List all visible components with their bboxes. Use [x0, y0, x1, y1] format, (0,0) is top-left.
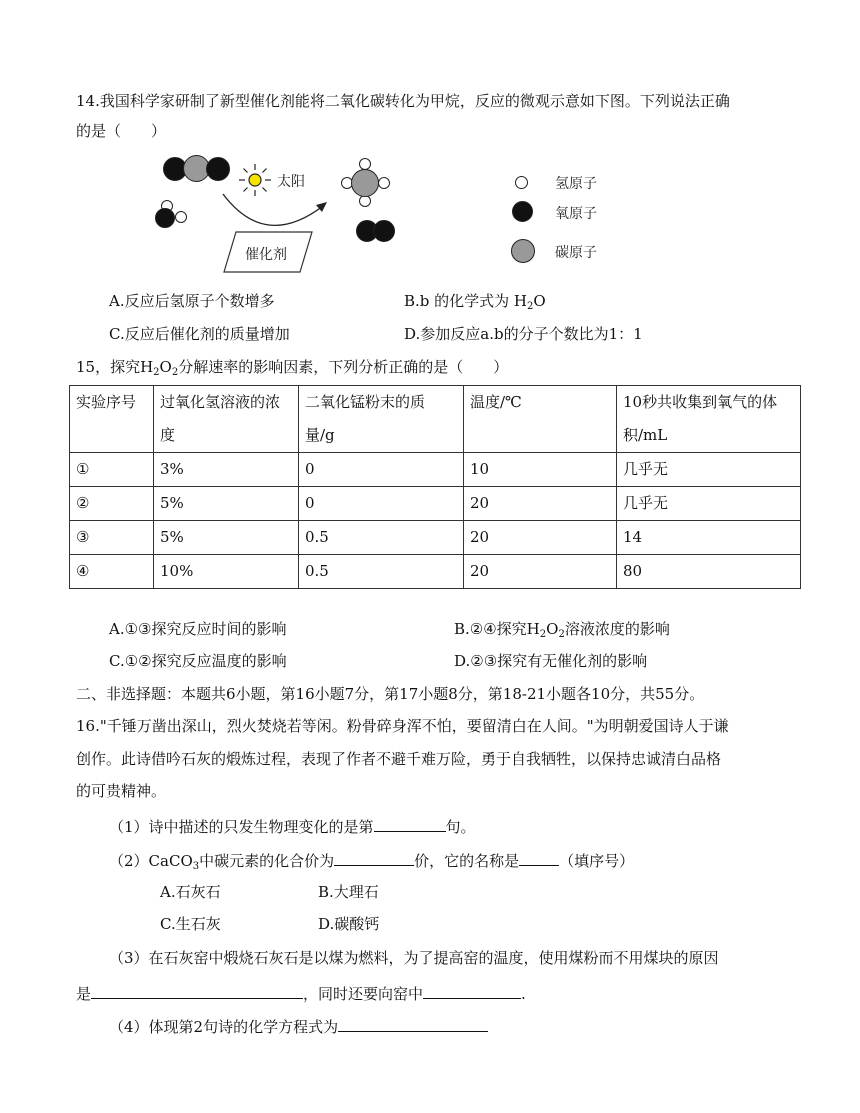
hydrogen-legend-icon [515, 176, 528, 189]
section-heading: 二、非选择题：本题共6小题，第16小题7分，第17小题8分，第18-21小题各10分，共55分。 [76, 685, 705, 703]
q15-experiment-table [69, 385, 801, 589]
q16-choice-c: C.生石灰 [160, 915, 221, 933]
table-cell: ① [70, 453, 154, 487]
q16-part1: （1）诗中描述的只发生物理变化的是第 句。 [109, 815, 476, 837]
table-cell: 几乎无 [617, 453, 801, 487]
catalyst-label: 催化剂 [245, 247, 287, 263]
legend-oxygen-label: 氧原子 [555, 206, 597, 222]
q14-option-d: D.参加反应a.b的分子个数比为1：1 [404, 325, 643, 343]
table-row [70, 555, 801, 589]
table-cell: 10% [154, 555, 299, 589]
table-cell: 0 [299, 453, 464, 487]
q14-stem-line1: 14.我国科学家研制了新型催化剂能将二氧化碳转化为甲烷，反应的微观示意如下图。下列说法正确 [76, 92, 730, 110]
table-header-row [70, 386, 801, 453]
table-cell: 10 [464, 453, 617, 487]
q16-part4: （4）体现第2句诗的化学方程式为 [109, 1015, 488, 1037]
table-header-cell: 温度/℃ [464, 386, 617, 453]
q15-option-a: A.①③探究反应时间的影响 [109, 620, 287, 638]
carbon-atom [351, 169, 379, 197]
q16-part3-line1: （3）在石灰窑中煅烧石灰石是以煤为燃料，为了提高窑的温度，使用煤粉而不用煤块的原因 [109, 949, 719, 967]
answer-blank[interactable] [423, 982, 521, 999]
table-header-cell: 10秒共收集到氧气的体 积/mL [617, 386, 801, 453]
table-header-cell: 二氧化锰粉末的质 量/g [299, 386, 464, 453]
table-header-cell: 过氧化氢溶液的浓 度 [154, 386, 299, 453]
q14-option-a: A.反应后氢原子个数增多 [109, 292, 275, 310]
table-cell: 5% [154, 487, 299, 521]
q16-part3-line2: 是 ，同时还要向窑中 . [76, 982, 526, 1004]
q14-stem-line2: 的是（ ） [76, 122, 167, 140]
q16-choice-b: B.大理石 [318, 883, 379, 901]
answer-blank[interactable] [91, 982, 303, 999]
hydrogen-atom [175, 211, 187, 223]
q16-line2: 创作。此诗借吟石灰的煅炼过程，表现了作者不避千难万险，勇于自我牺牲，以保持忠诚清白品格 [76, 750, 722, 768]
table-cell: 20 [464, 487, 617, 521]
table-cell: 20 [464, 521, 617, 555]
q16-line3: 的可贵精神。 [76, 782, 167, 800]
q15-option-c: C.①②探究反应温度的影响 [109, 652, 287, 670]
table-row [70, 487, 801, 521]
q16-part2: （2）CaCO$_3$中碳元素的化合价为 价，它的名称是 （填序号） [109, 849, 634, 871]
q16-choice-a: A.石灰石 [160, 883, 221, 901]
table-row [70, 453, 801, 487]
q14-option-b: B.b 的化学式为 $H_2O$ [404, 292, 546, 312]
table-cell: ④ [70, 555, 154, 589]
table-cell: 5% [154, 521, 299, 555]
table-cell: 20 [464, 555, 617, 589]
table-row [70, 521, 801, 555]
hydrogen-atom [378, 177, 390, 189]
q16-choice-d: D.碳酸钙 [318, 915, 380, 933]
table-cell: 0.5 [299, 555, 464, 589]
sun-label: 太阳 [277, 174, 305, 190]
oxygen-legend-icon [512, 201, 533, 222]
q15-option-b: B.②④探究$H_2O_2$溶液浓度的影响 [454, 620, 670, 640]
answer-blank[interactable] [338, 1015, 488, 1032]
carbon-legend-icon [511, 239, 535, 263]
answer-blank[interactable] [334, 849, 414, 866]
q15-option-d: D.②③探究有无催化剂的影响 [454, 652, 648, 670]
oxygen-atom [155, 208, 175, 228]
oxygen-atom [373, 220, 395, 242]
table-cell: 0.5 [299, 521, 464, 555]
q16-line1: 16."千锤万凿出深山，烈火焚烧若等闲。粉骨碎身浑不怕，要留清白在人间。"为明朝爱国诗人于谦 [76, 717, 729, 735]
table-cell: 3% [154, 453, 299, 487]
table-cell: 14 [617, 521, 801, 555]
q14-option-c: C.反应后催化剂的质量增加 [109, 325, 290, 343]
table-header-cell: 实验序号 [70, 386, 154, 453]
table-cell: ③ [70, 521, 154, 555]
table-cell: 几乎无 [617, 487, 801, 521]
answer-blank[interactable] [374, 815, 446, 832]
legend-carbon-label: 碳原子 [555, 245, 597, 261]
q15-stem: 15，探究$H_2O_2$分解速率的影响因素，下列分析正确的是（ ） [76, 358, 509, 378]
table-cell: 0 [299, 487, 464, 521]
table-cell: 80 [617, 555, 801, 589]
legend-hydrogen-label: 氢原子 [555, 176, 597, 192]
answer-blank[interactable] [519, 849, 559, 866]
table-cell: ② [70, 487, 154, 521]
oxygen-atom [206, 157, 230, 181]
